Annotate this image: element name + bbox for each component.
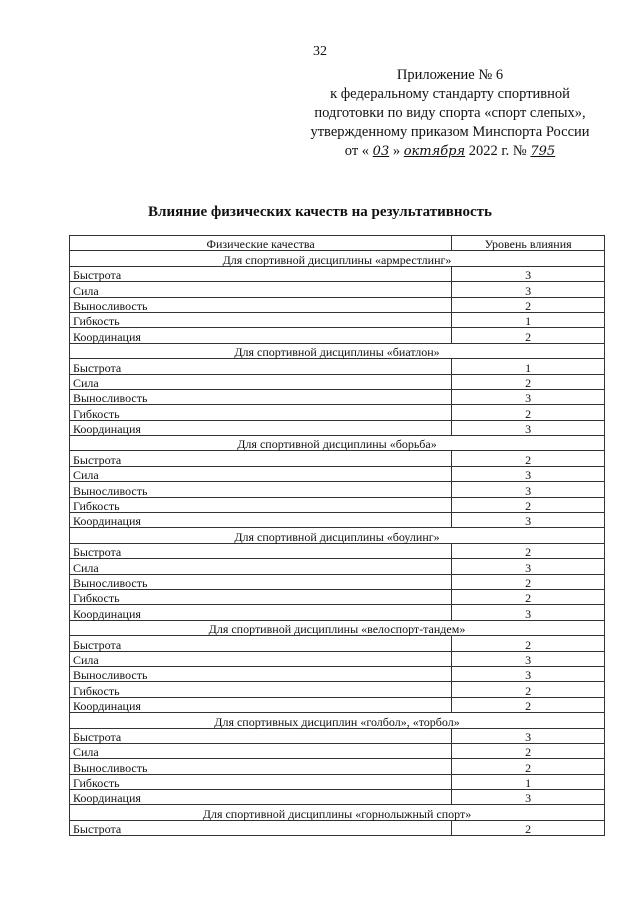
level-cell: 2 [452, 636, 605, 651]
page-number: 32 [313, 44, 327, 59]
quality-cell: Сила [70, 466, 452, 481]
table-row [70, 451, 605, 466]
level-cell: 2 [452, 497, 605, 512]
section-title: Для спортивной дисциплины «борьба» [70, 436, 605, 451]
level-cell: 1 [452, 359, 605, 374]
quality-cell: Быстрота [70, 359, 452, 374]
section-row [70, 251, 605, 266]
table-row [70, 605, 605, 620]
table-row [70, 297, 605, 312]
quality-cell: Быстрота [70, 820, 452, 835]
table-row [70, 543, 605, 558]
table-row [70, 497, 605, 512]
level-cell: 2 [452, 589, 605, 604]
section-row [70, 713, 605, 728]
table-row [70, 682, 605, 697]
level-cell: 2 [452, 405, 605, 420]
level-cell: 2 [452, 682, 605, 697]
level-cell: 3 [452, 482, 605, 497]
date-prefix: от « [344, 143, 370, 159]
date-year: 2022 г. № [468, 143, 527, 159]
date-mid: » [392, 143, 401, 159]
table-row [70, 513, 605, 528]
section-title: Для спортивной дисциплины «велоспорт-тандем» [70, 620, 605, 635]
quality-cell: Гибкость [70, 497, 452, 512]
quality-cell: Координация [70, 790, 452, 805]
level-cell: 3 [452, 605, 605, 620]
table-row [70, 574, 605, 589]
header-quality: Физические качества [70, 236, 452, 251]
level-cell: 2 [452, 328, 605, 343]
quality-cell: Гибкость [70, 312, 452, 327]
level-cell: 2 [452, 297, 605, 312]
level-cell: 3 [452, 728, 605, 743]
level-cell: 2 [452, 374, 605, 389]
section-row [70, 805, 605, 820]
quality-cell: Выносливость [70, 389, 452, 404]
quality-cell: Выносливость [70, 759, 452, 774]
table-row [70, 312, 605, 327]
appendix-date-line [300, 142, 600, 161]
quality-cell: Гибкость [70, 589, 452, 604]
section-title: Для спортивной дисциплины «биатлон» [70, 343, 605, 358]
level-cell: 2 [452, 820, 605, 835]
quality-cell: Координация [70, 697, 452, 712]
table-row [70, 559, 605, 574]
table-row [70, 743, 605, 758]
quality-cell: Координация [70, 420, 452, 435]
table-row [70, 790, 605, 805]
quality-cell: Координация [70, 605, 452, 620]
table-body [70, 251, 605, 836]
level-cell: 3 [452, 420, 605, 435]
level-cell: 3 [452, 389, 605, 404]
table-row [70, 820, 605, 835]
level-cell: 3 [452, 559, 605, 574]
level-cell: 2 [452, 574, 605, 589]
table-row [70, 651, 605, 666]
level-cell: 2 [452, 697, 605, 712]
table-row [70, 359, 605, 374]
quality-cell: Гибкость [70, 774, 452, 789]
quality-cell: Быстрота [70, 543, 452, 558]
quality-cell: Быстрота [70, 728, 452, 743]
table-row [70, 759, 605, 774]
section-row [70, 343, 605, 358]
table-row [70, 266, 605, 281]
level-cell: 2 [452, 451, 605, 466]
quality-cell: Координация [70, 513, 452, 528]
quality-cell: Сила [70, 651, 452, 666]
section-title: Для спортивной дисциплины «горнолыжный спорт» [70, 805, 605, 820]
appendix-line-2: к федеральному стандарту спортивной [330, 86, 570, 102]
table-row [70, 636, 605, 651]
table-row [70, 389, 605, 404]
level-cell: 2 [452, 743, 605, 758]
table-row [70, 466, 605, 481]
quality-cell: Координация [70, 328, 452, 343]
table-row [70, 728, 605, 743]
section-row [70, 436, 605, 451]
header-level: Уровень влияния [452, 236, 605, 251]
section-row [70, 620, 605, 635]
quality-cell: Сила [70, 743, 452, 758]
table-row [70, 589, 605, 604]
appendix-header [300, 66, 600, 161]
quality-cell: Выносливость [70, 666, 452, 681]
table-row [70, 328, 605, 343]
table-row [70, 420, 605, 435]
table-row [70, 405, 605, 420]
table-row [70, 697, 605, 712]
quality-cell: Выносливость [70, 297, 452, 312]
level-cell: 3 [452, 266, 605, 281]
quality-cell: Гибкость [70, 405, 452, 420]
quality-cell: Быстрота [70, 451, 452, 466]
quality-cell: Выносливость [70, 482, 452, 497]
quality-cell: Быстрота [70, 636, 452, 651]
level-cell: 1 [452, 774, 605, 789]
table-row [70, 282, 605, 297]
level-cell: 2 [452, 759, 605, 774]
level-cell: 2 [452, 543, 605, 558]
quality-cell: Сила [70, 282, 452, 297]
level-cell: 3 [452, 282, 605, 297]
level-cell: 3 [452, 666, 605, 681]
section-title: Для спортивной дисциплины «армрестлинг» [70, 251, 605, 266]
qualities-table [69, 235, 605, 836]
level-cell: 3 [452, 466, 605, 481]
level-cell: 1 [452, 312, 605, 327]
table-row [70, 666, 605, 681]
level-cell: 3 [452, 790, 605, 805]
level-cell: 3 [452, 513, 605, 528]
level-cell: 3 [452, 651, 605, 666]
quality-cell: Сила [70, 559, 452, 574]
appendix-line-3: подготовки по виду спорта «спорт слепых», [314, 105, 586, 121]
quality-cell: Гибкость [70, 682, 452, 697]
quality-cell: Быстрота [70, 266, 452, 281]
quality-cell: Сила [70, 374, 452, 389]
section-row [70, 528, 605, 543]
appendix-line-4: утвержденному приказом Минспорта России [310, 124, 590, 140]
table-row [70, 374, 605, 389]
section-title: Для спортивной дисциплины «боулинг» [70, 528, 605, 543]
table-row [70, 482, 605, 497]
date-day: 03 [372, 144, 390, 159]
document-title: Влияние физических качеств на результативность [148, 204, 492, 220]
quality-cell: Выносливость [70, 574, 452, 589]
date-month: октября [403, 144, 466, 159]
appendix-line-1: Приложение № 6 [396, 67, 504, 83]
section-title: Для спортивных дисциплин «голбол», «торбол» [70, 713, 605, 728]
table-header-row [70, 236, 605, 251]
table-row [70, 774, 605, 789]
order-number: 795 [530, 144, 556, 159]
